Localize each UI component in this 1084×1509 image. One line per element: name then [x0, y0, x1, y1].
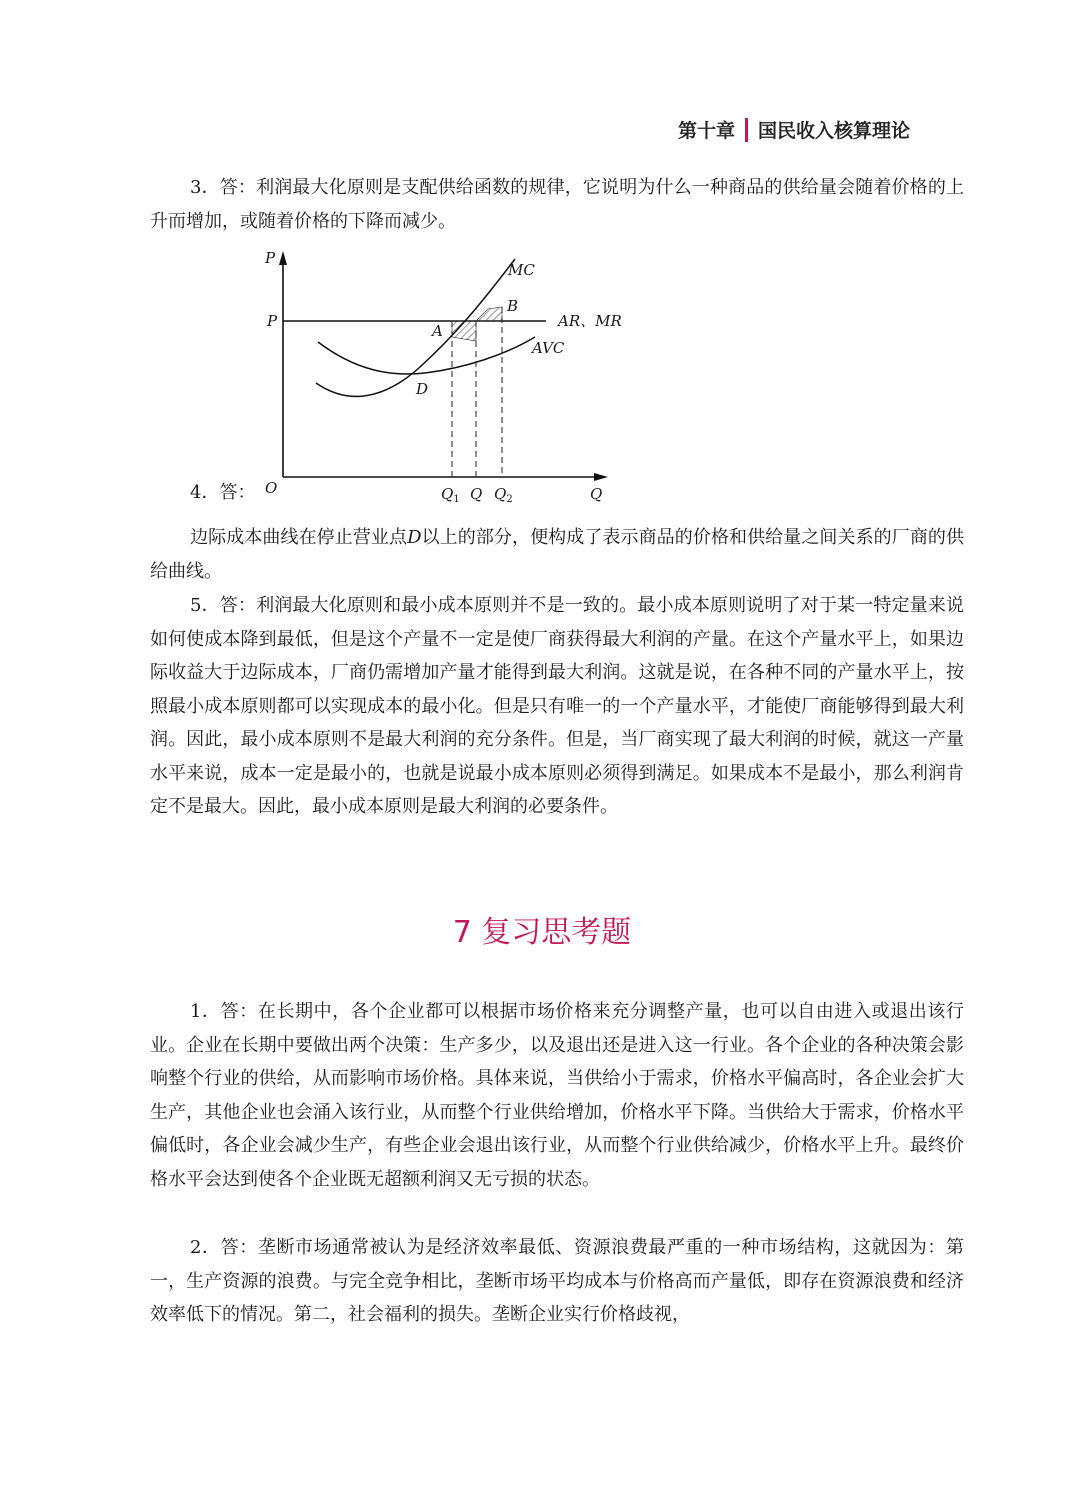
point-b-label: B	[507, 297, 519, 315]
answer-4: 边际成本曲线在停止营业点D以上的部分，便构成了表示商品的价格和供给量之间关系的厂商的供给曲线。	[150, 527, 964, 582]
point-d-label: D	[416, 380, 429, 398]
point-a-label: A	[432, 322, 443, 340]
mc-curve	[316, 259, 515, 396]
review-answer-1: 1．答：在长期中，各个企业都可以根据市场价格来充分调整产量，也可以自由进入或退出该行业。企业在长期中要做出两个决策：生产多少，以及退出还是进入这一行业。各个企业的各种决策会影响整个行业的供给，从而影响市场价格。具体来说，当供给小于需求，价格水平偏高时，各企业会扩大生产，其他企业也会涌入该行业，从而整个行业供给增加，价格水平下降。当供给大于需求，价格水平偏低时，各企业会减少生产，有些企业会退出该行业，从而整个行业供给减少，价格水平上升。最终价格水平会达到使各个企业既无超额利润又无亏损的状态。	[150, 1001, 964, 1190]
q-label: Q	[470, 485, 483, 503]
section-title: 7 复习思考题	[452, 915, 632, 950]
point-d-ref: D	[407, 527, 422, 548]
chapter-number: 第十章	[677, 120, 735, 142]
y-axis-label: P	[265, 249, 276, 267]
review-answer-2: 2．答：垄断市场通常被认为是经济效率最低、资源浪费最严重的一种市场结构，这就因为：第一，生产资源的浪费。与完全竞争相比，垄断市场平均成本与价格高而产量低，即存在资源浪费和经济效率低下的情况。第二，社会福利的损失。垄断企业实行价格歧视，	[150, 1237, 964, 1325]
price-label: P	[267, 312, 278, 330]
answer-4-label: 4．答：	[190, 482, 256, 503]
y-axis-arrow	[279, 251, 287, 265]
q2-label: $Q_2$	[494, 485, 513, 505]
x-axis-label: Q	[590, 485, 603, 503]
answer-3: 3．答：利润最大化原则是支配供给函数的规律，它说明为什么一种商品的供给量会随着价格的上升而增加，或随着价格的下降而减少。	[150, 177, 964, 232]
answer-5: 5．答：利润最大化原则和最小成本原则并不是一致的。最小成本原则说明了对于某一特定量来说如何使成本降到最低，但是这个产量不一定是使厂商获得最大利润的产量。在这个产量水平上，如果边际收益大于边际成本，厂商仍需增加产量才能得到最大利润。这就是说，在各种不同的产量水平上，按照最小成本原则都可以实现成本的最小化。但是只有唯一的一个产量水平，才能使厂商能够得到最大利润。因此，最小成本原则不是最大利润的充分条件。但是，当厂商实现了最大利润的时候，就这一产量水平来说，成本一定是最小的，也就是说最小成本原则必须得到满足。如果成本不是最小，那么利润肯定不是最大。因此，最小成本原则是最大利润的必要条件。	[150, 595, 964, 817]
mc-label: MC	[508, 261, 535, 279]
supply-curve-diagram	[250, 245, 650, 510]
q1-label: $Q_1$	[441, 485, 460, 505]
profit-area-b	[476, 307, 502, 321]
origin-label: O	[265, 479, 278, 497]
running-header	[678, 116, 910, 143]
header-divider	[745, 118, 748, 142]
ar-mr-label: AR、MR	[558, 312, 622, 330]
avc-label: AVC	[532, 339, 565, 357]
x-axis-arrow	[594, 473, 608, 481]
chapter-title: 国民收入核算理论	[757, 120, 910, 142]
